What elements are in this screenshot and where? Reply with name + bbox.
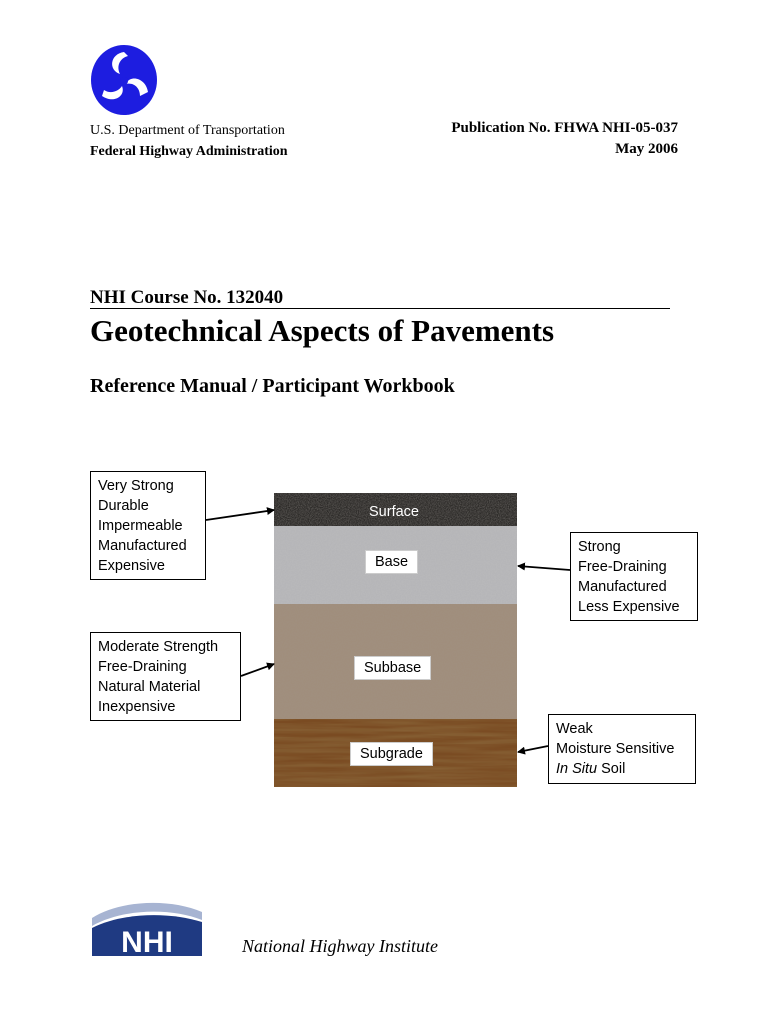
surface-arrow	[206, 510, 274, 520]
page-subtitle: Reference Manual / Participant Workbook	[90, 375, 455, 397]
agency-line2: Federal Highway Administration	[90, 144, 288, 159]
callout-line: Impermeable	[98, 518, 183, 534]
base-label: Base	[365, 550, 418, 574]
dot-triskelion-logo	[90, 44, 158, 116]
agency-line1: U.S. Department of Transportation	[90, 123, 285, 138]
nhi-logo	[90, 898, 204, 956]
callout-line: Very Strong	[98, 478, 174, 494]
base-arrow	[518, 566, 570, 570]
callout-line-3	[556, 759, 688, 779]
callout-line: Weak	[556, 721, 593, 737]
callout-line: Manufactured	[98, 538, 187, 554]
callout-line: Moderate Strength	[98, 639, 219, 655]
subgrade-callout	[548, 714, 696, 784]
callout-line: Natural Material	[98, 679, 201, 695]
surface-label: Surface	[369, 504, 419, 520]
soil-text: Soil	[597, 761, 626, 777]
callout-line: Strong	[578, 539, 621, 555]
subbase-arrow	[241, 664, 274, 676]
course-rule	[90, 308, 670, 309]
callout-line: Expensive	[98, 558, 165, 574]
callout-line: Durable	[98, 498, 149, 514]
institute-name: National Highway Institute	[242, 936, 438, 956]
callout-line: Manufactured	[578, 579, 667, 595]
publication-block	[451, 118, 678, 160]
callout-line: Inexpensive	[98, 699, 176, 715]
callout-line: Free-Draining	[98, 659, 187, 675]
surface-callout	[90, 471, 206, 580]
callout-line: Moisture Sensitive	[556, 741, 675, 757]
in-situ-text: In Situ	[556, 761, 598, 777]
subgrade-label: Subgrade	[350, 742, 433, 766]
agency-block	[90, 120, 288, 162]
publication-number: Publication No. FHWA NHI-05-037	[451, 120, 678, 136]
subbase-label: Subbase	[354, 656, 431, 680]
nhi-logo-text: NHI	[121, 926, 173, 956]
subbase-callout	[90, 632, 241, 721]
callout-line: Less Expensive	[578, 599, 680, 615]
callout-line: Free-Draining	[578, 559, 667, 575]
page-title: Geotechnical Aspects of Pavements	[90, 313, 555, 348]
surface-layer	[274, 493, 517, 526]
base-callout	[570, 532, 698, 621]
course-number: NHI Course No. 132040	[90, 287, 284, 308]
publication-date: May 2006	[615, 141, 678, 157]
subgrade-arrow	[518, 746, 548, 752]
